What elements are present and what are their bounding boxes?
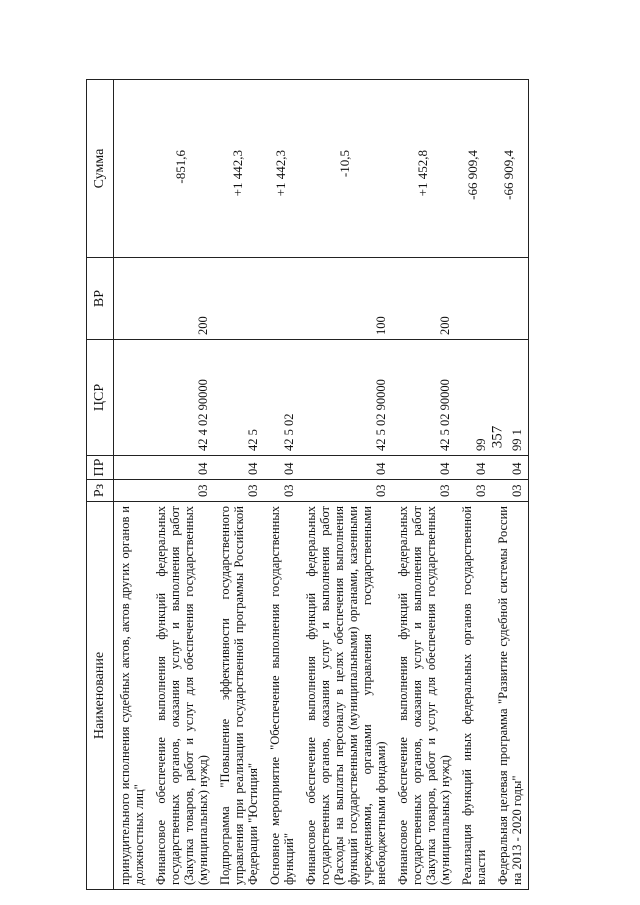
row-rz: 03: [300, 480, 392, 502]
header-rz: Рз: [87, 480, 114, 502]
row-sum: -851,6: [150, 80, 214, 258]
budget-table: [86, 79, 529, 890]
row-name: Финансовое обеспечение выполнения функций федеральных государственных органов, оказания услуг и выполнения работ (Закупка товаров, работ и услуг для обеспечения государственных (муниципальных) нужд): [392, 502, 456, 890]
header-csr: ЦСР: [87, 340, 114, 456]
row-csr: 42 4 02 90000: [150, 340, 214, 456]
table-row: [214, 80, 264, 890]
page-number: 357: [489, 425, 506, 449]
row-vr: 200: [150, 258, 214, 340]
row-name: Реализация функций иных федеральных органов государственной власти: [456, 502, 492, 890]
table-row: [456, 80, 492, 890]
row-rz: 03: [492, 480, 529, 502]
header-name: Наименование: [87, 502, 114, 890]
row-pr: 04: [492, 456, 529, 480]
row-rz: [114, 480, 151, 502]
header-pr: ПР: [87, 456, 114, 480]
table-row: [150, 80, 214, 890]
row-vr: [492, 258, 529, 340]
row-vr: [456, 258, 492, 340]
table-row: [114, 80, 151, 890]
row-pr: 04: [392, 456, 456, 480]
row-sum: +1 442,3: [264, 80, 300, 258]
row-name: Основное мероприятие "Обеспечение выполнения государственных функций": [264, 502, 300, 890]
row-pr: [114, 456, 151, 480]
table-row: [264, 80, 300, 890]
header-vr: ВР: [87, 258, 114, 340]
row-pr: 04: [214, 456, 264, 480]
row-csr: 42 5: [214, 340, 264, 456]
table-header-row: [87, 80, 114, 890]
row-pr: 04: [300, 456, 392, 480]
table-row: [492, 80, 529, 890]
row-rz: 03: [150, 480, 214, 502]
row-name: принудительного исполнения судебных актов, актов других органов и должностных лиц": [114, 502, 151, 890]
table-row: [300, 80, 392, 890]
row-csr: 42 5 02: [264, 340, 300, 456]
row-sum: [114, 80, 151, 258]
row-pr: 04: [264, 456, 300, 480]
row-name: Финансовое обеспечение выполнения функций федеральных государственных органов, оказания услуг и выполнения работ (Расходы на выплаты персоналу в целях обеспечения выполнения функций государственными (муниципальными) органами, казенными учреждениями, органами управления государственными внебюджетными фондами): [300, 502, 392, 890]
row-csr: 42 5 02 90000: [300, 340, 392, 456]
header-sum: Сумма: [87, 80, 114, 258]
row-rz: 03: [456, 480, 492, 502]
row-pr: 04: [150, 456, 214, 480]
row-csr: 42 5 02 90000: [392, 340, 456, 456]
table-row: [392, 80, 456, 890]
row-sum: -66 909,4: [492, 80, 529, 258]
rotated-page-content: [86, 80, 618, 890]
row-vr: 200: [392, 258, 456, 340]
row-rz: 03: [264, 480, 300, 502]
row-rz: 03: [392, 480, 456, 502]
row-vr: 100: [300, 258, 392, 340]
row-name: Федеральная целевая программа "Развитие судебной системы России на 2013 - 2020 годы": [492, 502, 529, 890]
row-csr: 99 1: [492, 340, 529, 456]
row-pr: 04: [456, 456, 492, 480]
row-sum: -10,5: [300, 80, 392, 258]
row-name: Подпрограмма "Повышение эффективности государственного управления при реализации государственной программы Российской Федерации "Юстиция": [214, 502, 264, 890]
row-sum: +1 442,3: [214, 80, 264, 258]
row-name: Финансовое обеспечение выполнения функций федеральных государственных органов, оказания услуг и выполнения работ (Закупка товаров, работ и услуг для обеспечения государственных (муниципальных) нужд): [150, 502, 214, 890]
row-sum: -66 909,4: [456, 80, 492, 258]
row-rz: 03: [214, 480, 264, 502]
row-sum: +1 452,8: [392, 80, 456, 258]
row-csr: [114, 340, 151, 456]
row-vr: [264, 258, 300, 340]
row-vr: [214, 258, 264, 340]
row-vr: [114, 258, 151, 340]
row-csr: 99: [456, 340, 492, 456]
